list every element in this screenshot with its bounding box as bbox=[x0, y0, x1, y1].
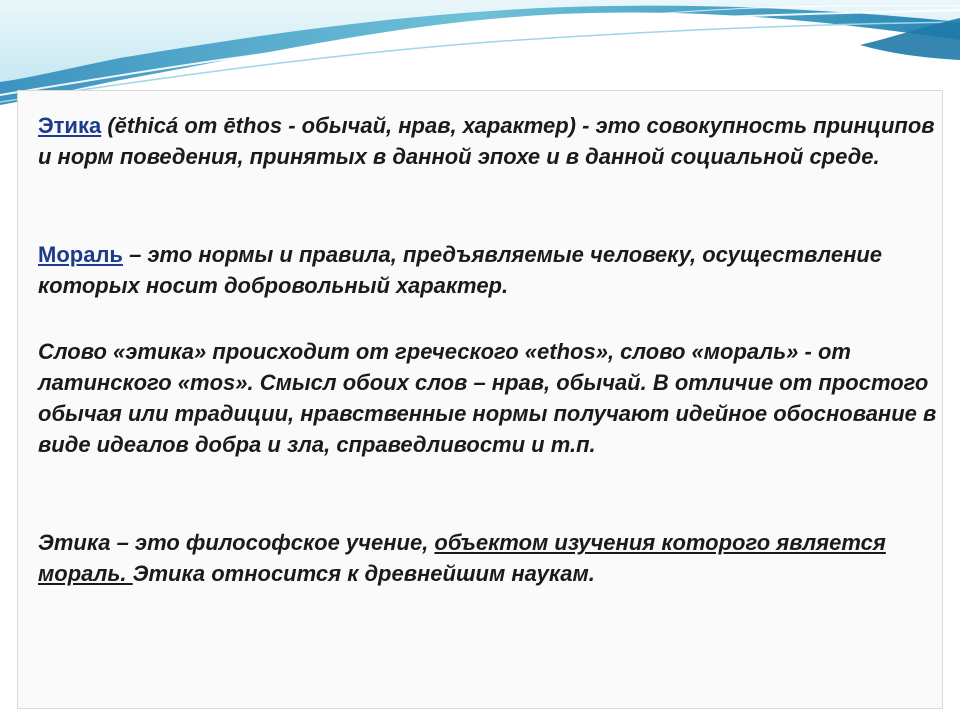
term-morality-link[interactable]: Мораль bbox=[38, 242, 123, 267]
definition-ethics bbox=[38, 110, 938, 172]
etymology-paragraph: Слово «этика» происходит от греческого «ethos», слово «мораль» - от латинского «mos». Смысл обоих слов – нрав, обычай. В отличие от простого обычая или традиции, нравственные нормы получают идейное обоснование в виде идеалов добра и зла, справедливости и т.п. bbox=[38, 339, 937, 457]
ethics-philosophy-paragraph bbox=[38, 527, 938, 589]
ethics-philosophy-lead: Этика – это философское учение, bbox=[38, 530, 435, 555]
definition-morality-text: – это нормы и правила, предъявляемые человеку, осуществление которых носит добровольный характер. bbox=[38, 242, 883, 298]
definition-ethics-text: (ĕthicá от ēthos - обычай, нрав, характер) - это совокупность принципов и норм поведения, принятых в данной эпохе и в данной социальной среде. bbox=[38, 113, 935, 169]
definition-morality bbox=[38, 239, 938, 301]
term-ethics-link[interactable]: Этика bbox=[38, 113, 102, 138]
ethics-philosophy-tail: Этика относится к древнейшим наукам. bbox=[132, 561, 595, 586]
ethics-object-underlined: объектом изучения которого является мораль. bbox=[38, 530, 886, 586]
